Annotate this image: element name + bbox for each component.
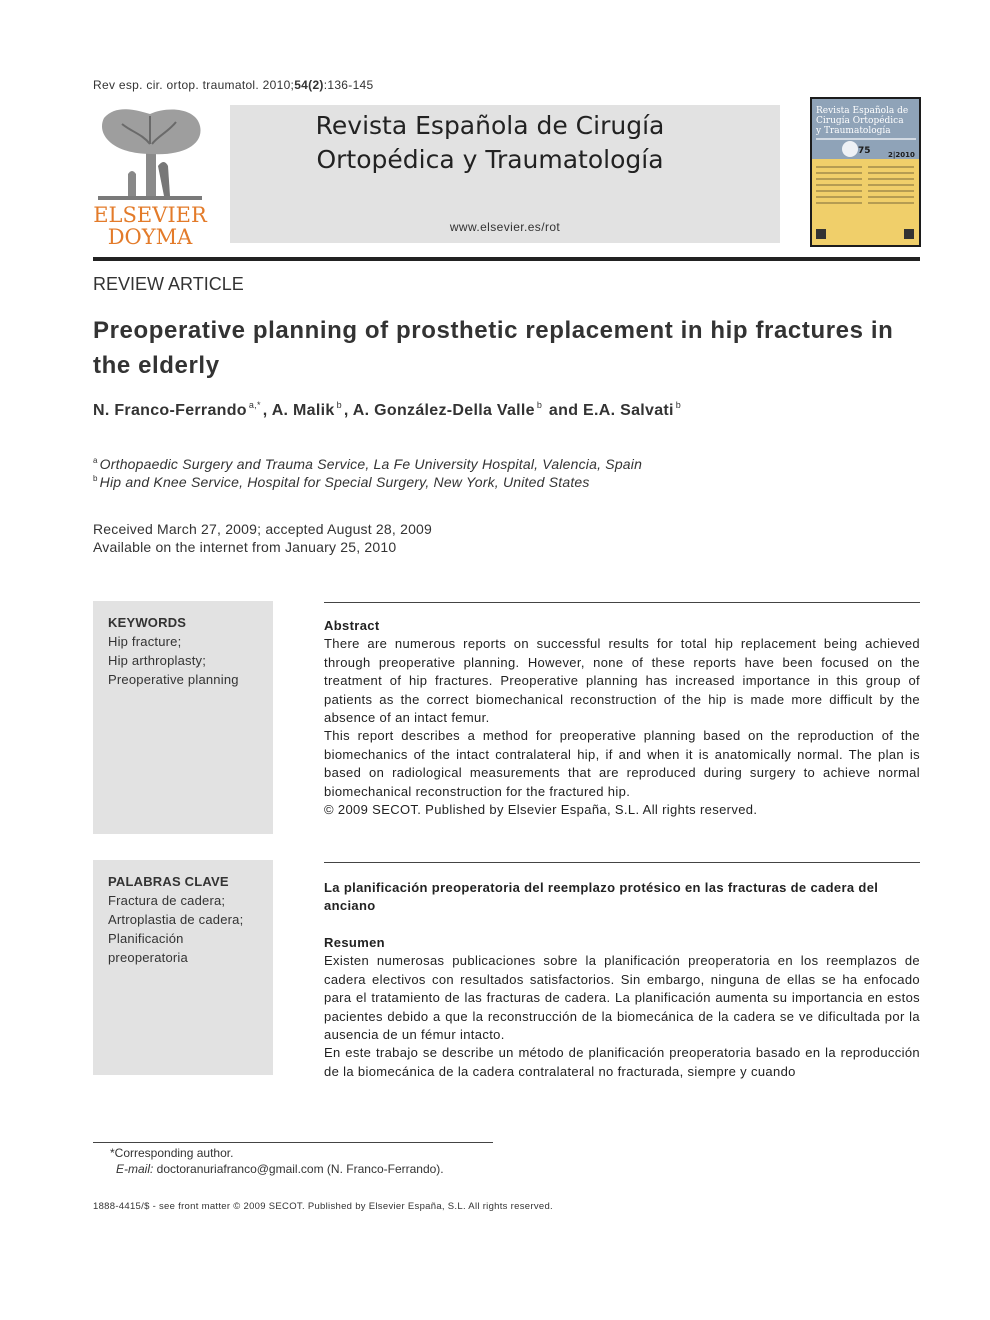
resumen-paragraph: En este trabajo se describe un método de planificación preoperatoria basado en la reproducción de la biomecánica de la cadera contralateral no fracturada, siempre y cuando — [324, 1045, 920, 1079]
email-label: E-mail: — [116, 1162, 154, 1176]
author-sup: b — [675, 400, 682, 410]
abstract-section — [324, 617, 920, 819]
keyword-item: Hip arthroplasty; — [108, 653, 207, 668]
resumen-paragraph: Existen numerosas publicaciones sobre la planificación preoperatoria en los reemplazos de cadera electivos con resultados satisfactorios. Sin embargo, ninguna de ellas se ha enfocado para el tratamiento de las fracturas de cadera. La planificación aumenta su importancia en estos pacientes debido a que la reconstrucción de la biomecánica de la cadera se ve dificultada por la ausencia de un fémur intacto. — [324, 953, 920, 1043]
palabras-clave-heading: PALABRAS CLAVE — [108, 874, 229, 889]
cover-title-3: y Traumatología — [816, 126, 891, 136]
email-address[interactable]: doctoranuriafranco@gmail.com (N. Franco-Ferrando). — [153, 1162, 444, 1176]
footnote-rule — [93, 1142, 493, 1143]
author-name: N. Franco-Ferrando — [93, 402, 247, 419]
keyword-item: Hip fracture; — [108, 634, 182, 649]
article-type: REVIEW ARTICLE — [93, 274, 244, 294]
journal-title-line1: Revista Española de Cirugía — [315, 111, 665, 140]
journal-title-line2: Ortopédica y Traumatología — [316, 145, 664, 174]
journal-citation: Rev esp. cir. ortop. traumatol. 2010;54(2):136-145 — [93, 78, 374, 92]
palabra-clave-item: preoperatoria — [108, 950, 188, 965]
affiliation-mark: b — [93, 474, 98, 483]
author-sep: , — [262, 402, 272, 419]
cover-anniversary: 75 — [858, 146, 871, 156]
cover-issue: 2|2010 — [888, 151, 915, 159]
available-date: Available on the internet from January 25, 2010 — [93, 539, 397, 555]
author-sup: b — [536, 400, 543, 410]
resumen-section — [324, 934, 920, 1081]
author-sep: , — [343, 402, 353, 419]
affiliation-a — [93, 456, 642, 472]
affiliation-text: Orthopaedic Surgery and Trauma Service, La Fe University Hospital, Valencia, Spain — [99, 456, 643, 472]
journal-cover — [810, 97, 921, 247]
journal-header — [230, 105, 780, 243]
corresponding-author-note: *Corresponding author. — [110, 1146, 234, 1160]
issn-line: 1888-4415/$ - see front matter © 2009 SECOT. Published by Elsevier España, S.L. All rights reserved. — [93, 1201, 553, 1212]
header-rule — [93, 257, 920, 261]
spanish-title-text: La planificación preoperatoria del reemplazo protésico en las fracturas de cadera del anciano — [324, 880, 879, 914]
palabra-clave-item: Fractura de cadera; — [108, 893, 226, 908]
journal-title — [230, 109, 750, 177]
author-name: A. Malik — [271, 402, 335, 419]
journal-url[interactable]: www.elsevier.es/rot — [449, 220, 561, 234]
affiliation-text: Hip and Knee Service, Hospital for Special Surgery, New York, United States — [99, 474, 590, 490]
keywords-box — [93, 601, 273, 834]
palabras-clave-box — [93, 860, 273, 1075]
resumen-separator — [324, 862, 920, 863]
keywords-heading: KEYWORDS — [108, 615, 187, 630]
abstract-separator — [324, 602, 920, 603]
abstract-paragraph: This report describes a method for preoperative planning based on the reproduction of the biomechanics of the intact contralateral hip, if and when it is anatomically normal. The plan is based on radiological measurements that are reproduced during surgery to achieve normal biomechanical reconstruction for the fractured hip. — [324, 728, 920, 799]
resumen-heading: Resumen — [324, 935, 385, 950]
author-sup: a,* — [248, 400, 261, 410]
author-sup: b — [336, 400, 342, 410]
palabra-clave-item: Artroplastia de cadera; — [108, 912, 244, 927]
logo-line2: DOYMA — [107, 225, 193, 248]
palabra-clave-item: Planificación — [108, 931, 184, 946]
received-date: Received March 27, 2009; accepted August 28, 2009 — [93, 521, 433, 537]
keyword-item: Preoperative planning — [108, 672, 239, 687]
author-name: E.A. Salvati — [583, 402, 674, 419]
abstract-heading: Abstract — [324, 618, 380, 633]
elsevier-tree-icon — [92, 104, 208, 248]
publisher-logo — [92, 104, 208, 248]
author-name: A. González-Della Valle — [352, 402, 535, 419]
affiliation-mark: a — [93, 456, 98, 465]
author-sep: and — [544, 402, 584, 419]
logo-line1: ELSEVIER — [93, 203, 207, 227]
affiliation-b — [93, 474, 590, 490]
article-title: Preoperative planning of prosthetic replacement in hip fractures in the elderly — [93, 317, 894, 379]
cover-title-1: Revista Española de — [816, 106, 909, 116]
email-note — [116, 1162, 444, 1176]
spanish-title — [324, 879, 920, 916]
cover-title-2: Cirugía Ortopédica — [816, 116, 904, 126]
author-list — [93, 402, 683, 420]
abstract-copyright: © 2009 SECOT. Published by Elsevier España, S.L. All rights reserved. — [324, 802, 758, 818]
abstract-paragraph: There are numerous reports on successful results for total hip replacement being achieved through preoperative planning. However, none of these reports have been focused on the treatment of hip fractures. Preoperative planning has increased importance in this group of patients as the correct biomechanical reconstruction of the hip is made more difficult by the absence of an intact femur. — [324, 636, 920, 726]
